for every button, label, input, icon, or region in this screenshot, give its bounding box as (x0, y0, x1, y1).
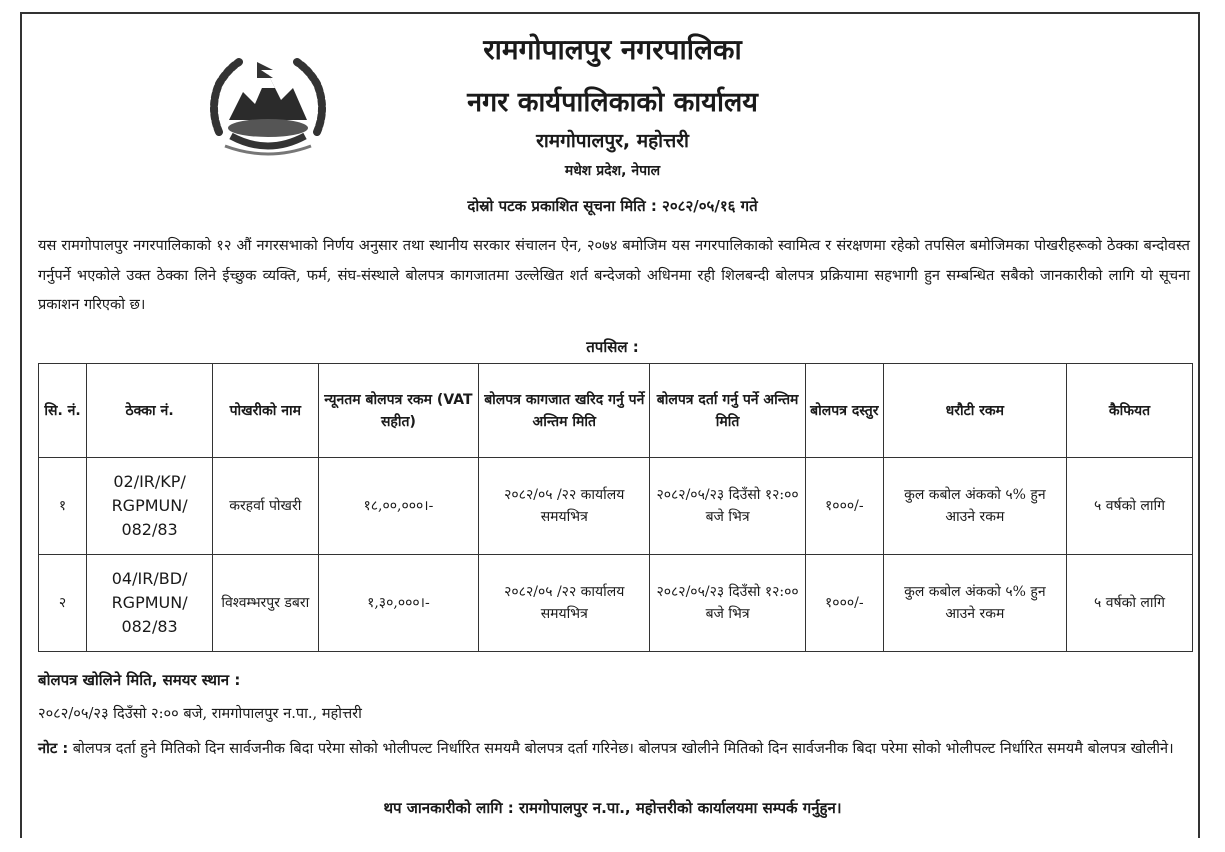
contact-footer: थप जानकारीको लागि : रामगोपालपुर न.पा., महोत्तरीको कार्यालयमा सम्पर्क गर्नुहुन। (383, 799, 842, 817)
note-label: नोट : (38, 740, 69, 757)
office-title: नगर कार्यपालिकाको कार्यालय (467, 87, 758, 118)
col-header-bid-fee: बोलपत्र दस्तुर (805, 364, 883, 458)
col-header-submission-deadline: बोलपत्र दर्ता गर्नु पर्ने अन्तिम मिति (650, 364, 806, 458)
cell-pond-name: करहर्वा पोखरी (213, 458, 318, 555)
col-header-min-bid: न्यूनतम बोलपत्र रकम (VAT सहीत) (318, 364, 479, 458)
cell-remarks: ५ वर्षको लागि (1067, 555, 1193, 652)
opening-label: बोलपत्र खोलिने मिति, समयर स्थान : (38, 671, 241, 689)
cell-sn: १ (39, 458, 87, 555)
cell-remarks: ५ वर्षको लागि (1067, 458, 1193, 555)
col-header-remarks: कैफियत (1067, 364, 1193, 458)
table-row (39, 458, 1193, 555)
cell-bid-fee: १०००/- (805, 555, 883, 652)
cell-min-bid: १८,००,०००।- (318, 458, 479, 555)
cell-submission-deadline: २०८२/०५/२३ दिउँसो १२:०० बजे भित्र (650, 458, 806, 555)
table-caption: तपसिल : (586, 338, 639, 356)
office-location: रामगोपालपुर, महोत्तरी (536, 130, 689, 152)
tender-table (38, 363, 1193, 652)
cell-min-bid: १,३०,०००।- (318, 555, 479, 652)
cell-sn: २ (39, 555, 87, 652)
table-header-row (39, 364, 1193, 458)
table-row (39, 555, 1193, 652)
col-header-pond-name: पोखरीको नाम (213, 364, 318, 458)
cell-purchase-deadline: २०८२/०५ /२२ कार्यालय समयभित्र (479, 555, 650, 652)
cell-purchase-deadline: २०८२/०५ /२२ कार्यालय समयभित्र (479, 458, 650, 555)
province-name: मधेश प्रदेश, नेपाल (564, 163, 661, 179)
notice-date: दोस्रो पटक प्रकाशित सूचना मिति : २०८२/०५/१६ गते (467, 197, 758, 215)
cell-contract-no: 04/IR/BD/ RGPMUN/ 082/83 (87, 555, 213, 652)
cell-contract-no: 02/IR/KP/ RGPMUN/ 082/83 (87, 458, 213, 555)
col-header-sn: सि. नं. (39, 364, 87, 458)
cell-submission-deadline: २०८२/०५/२३ दिउँसो १२:०० बजे भित्र (650, 555, 806, 652)
municipality-title: रामगोपालपुर नगरपालिका (483, 33, 742, 66)
col-header-deposit: धरौटी रकम (883, 364, 1066, 458)
cell-deposit: कुल कबोल अंकको ५% हुन आउने रकम (883, 458, 1066, 555)
cell-bid-fee: १०००/- (805, 458, 883, 555)
col-header-purchase-deadline: बोलपत्र कागजात खरिद गर्नु पर्ने अन्तिम मिति (479, 364, 650, 458)
note-paragraph (38, 734, 1190, 764)
intro-paragraph: यस रामगोपालपुर नगरपालिकाको १२ औं नगरसभाको निर्णय अनुसार तथा स्थानीय सरकार संचालन ऐन, २०७४ बमोजिम यस नगरपालिकाको स्वामित्व र संरक्षणमा रहेको तपसिल बमोजिमका पोखरीहरूको ठेक्का बन्दोवस्त गर्नुपर्ने भएकोले उक्त ठेक्का लिने ईच्छुक व्यक्ति, फर्म, संघ-संस्थाले बोलपत्र कागजातमा उल्लेखित शर्त बन्देजको अधिनमा रही शिलबन्दी बोलपत्र प्रक्रियामा सहभागी हुन सम्बन्धित सबैको जानकारीको लागि यो सूचना प्रकाशन गरिएको छ। (38, 237, 1190, 313)
cell-deposit: कुल कबोल अंकको ५% हुन आउने रकम (883, 555, 1066, 652)
cell-pond-name: विश्वम्भरपुर डबरा (213, 555, 318, 652)
col-header-contract-no: ठेक्का नं. (87, 364, 213, 458)
opening-details: २०८२/०५/२३ दिउँसो २:०० बजे, रामगोपालपुर न.पा., महोत्तरी (38, 705, 362, 722)
note-text: बोलपत्र दर्ता हुने मितिको दिन सार्वजनीक बिदा परेमा सोको भोलीपल्ट निर्धारित समयमै बोलपत्र दर्ता गरिनेछ। बोलपत्र खोलीने मितिको दिन सार्वजनीक बिदा परेमा सोको भोलीपल्ट निर्धारित समयमै बोलपत्र खोलीने। (72, 740, 1174, 757)
